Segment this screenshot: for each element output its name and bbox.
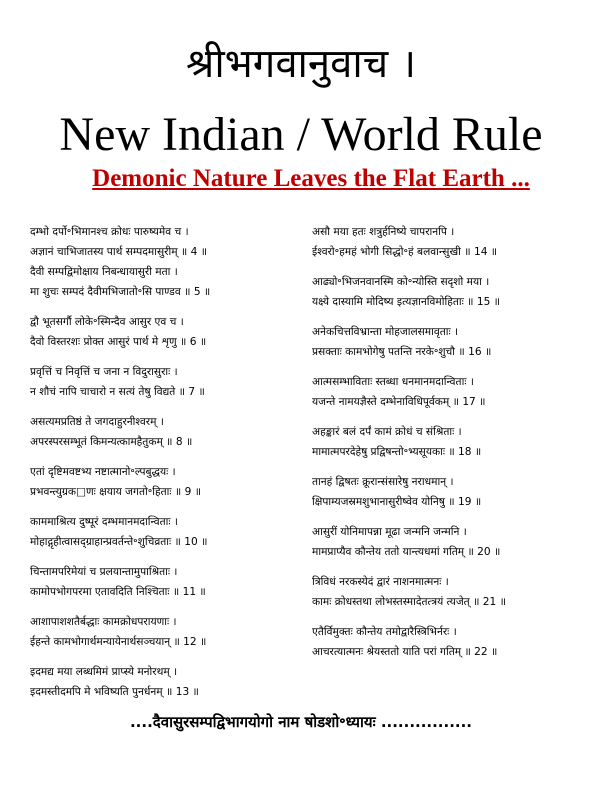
verse-line: मामात्मपरदेहेषु प्रद्विषन्तो॰भ्यसूयकाः ॥ 18 ॥ [312,446,482,458]
verse-line: अज्ञानं चाभिजातस्य पार्थ सम्पदमासुरीम् ॥ 4 ॥ [30,246,208,258]
verse-line: इदमस्तीदमपि मे भविष्यति पुनर्धनम् ॥ 13 ॥ [30,686,199,698]
verse-line: काममाश्रित्य दुष्पूरं दम्भमानमदान्विताः । [30,516,178,528]
verse-line: न शौचं नापि चाचारो न सत्यं तेषु विद्यते ॥ 7 ॥ [30,386,205,398]
verse-line: अपरस्परसम्भूतं किमन्यत्कामहैतुकम् ॥ 8 ॥ [30,436,193,448]
subtitle-link[interactable]: Demonic Nature Leaves the Flat Earth ... [92,165,530,192]
verse-line: त्रिविधं नरकस्येदं द्वारं नाशनमात्मनः । [312,576,449,588]
verse-block [312,522,582,562]
verse-line: असत्यमप्रतिष्ठं ते जगदाहुरनीश्वरम् । [30,416,164,428]
verse-block [30,462,300,502]
verse-line: यजन्ते नामयज्ञैस्ते दम्भेनाविधिपूर्वकम् ॥ 17 ॥ [312,396,486,408]
verse-block [30,512,300,552]
verse-line: प्रभवन्त्युग्रक□णः क्षयाय जगतो॰हिताः ॥ 9 ॥ [30,486,202,498]
sanskrit-heading: श्रीभगवानुवाच । [186,41,416,87]
verse-block [30,662,300,702]
page-title: New Indian / World Rule [59,108,543,161]
left-verse-column [30,222,300,712]
verse-block [30,312,300,352]
verse-line: क्षिपाम्यजस्रमशुभानासुरीष्वेव योनिषु ॥ 19 ॥ [312,496,482,508]
chapter-colophon: ....दैवासुरसम्पद्विभागयोगो नाम षोडशो॰ध्यायः ................ [129,713,473,731]
verse-line: अहङ्कारं बलं दर्पं कामं क्रोधं च संश्रिताः । [312,426,462,438]
verse-line: कामोपभोगपरमा एतावदिति निश्चिताः ॥ 11 ॥ [30,586,206,598]
verse-line: आत्मसम्भाविताः स्तब्धा धनमानमदान्विताः । [312,376,474,388]
verse-line: मा शुचः सम्पदं दैवीमभिजातो॰सि पाण्डव ॥ 5 ॥ [30,286,211,298]
verse-line: मामप्राप्यैव कौन्तेय ततो यान्त्यधमां गतिम् ॥ 20 ॥ [312,546,501,558]
verse-line: आढ्यो॰भिजनवानस्मि को॰न्योस्ति सदृशो मया । [312,276,490,288]
verse-block [312,372,582,412]
verse-line: अनेकचित्तविभ्रान्ता मोहजालसमावृताः । [312,326,459,338]
verse-block [30,222,300,302]
verse-line: द्वौ भूतसर्गौ लोके॰स्मिन्दैव आसुर एव च । [30,316,184,328]
verse-line: तानहं द्विषतः क्रूरान्संसारेषु नराधमान् । [312,476,454,488]
verse-line: असौ मया हतः शत्रुर्हनिष्ये चापरानपि । [312,226,455,238]
verse-block [30,412,300,452]
verse-line: प्रवृत्तिं च निवृत्तिं च जना न विदुरासुराः । [30,366,178,378]
verse-block [312,422,582,462]
verse-line: एतैर्विमुक्तः कौन्तेय तमोद्वारैस्त्रिभिर्नरः । [312,626,457,638]
verse-line: ईश्वरो॰हमहं भोगी सिद्धो॰हं बलवान्सुखी ॥ 14 ॥ [312,246,498,258]
verse-line: दैवी सम्पद्विमोक्षाय निबन्धायासुरी मता । [30,266,178,278]
verse-line: एतां दृष्टिमवष्टभ्य नष्टात्मानो॰ल्पबुद्धयः । [30,466,176,478]
verse-block [312,322,582,362]
verse-block [312,272,582,312]
verse-block [312,572,582,612]
verse-line: आचरत्यात्मनः श्रेयस्ततो याति परां गतिम् ॥ 22 ॥ [312,646,498,658]
verse-line: दैवो विस्तरशः प्रोक्त आसुरं पार्थ मे शृणु ॥ 6 ॥ [30,336,207,348]
verse-line: प्रसक्ताः कामभोगेषु पतन्ति नरके॰शुचौ ॥ 16 ॥ [312,346,492,358]
verse-block [312,222,582,262]
verse-block [312,472,582,512]
verse-line: आशापाशशतैर्बद्धाः कामक्रोधपरायणाः । [30,616,177,628]
verse-line: कामः क्रोधस्तथा लोभस्तस्मादेतत्त्रयं त्यजेत् ॥ 21 ॥ [312,596,506,608]
verse-line: ईहन्ते कामभोगार्थमन्यायेनार्थसञ्चयान् ॥ 12 ॥ [30,636,207,648]
verse-block [30,362,300,402]
verse-line: दम्भो दर्पो॰भिमानश्च क्रोधः पारुष्यमेव च । [30,226,189,238]
verse-line: इदमद्य मया लब्धमिमं प्राप्स्ये मनोरथम् । [30,666,178,678]
verse-line: चिन्तामपरिमेयां च प्रलयान्तामुपाश्रिताः । [30,566,178,578]
verse-line: आसुरीं योनिमापन्ना मूढा जन्मनि जन्मनि । [312,526,467,538]
verse-line: मोहाद्गृहीत्वासद्ग्राहान्प्रवर्तन्ते॰शुचिव्रताः ॥ 10 ॥ [30,536,208,548]
verse-block [312,622,582,662]
verse-line: यक्ष्ये दास्यामि मोदिष्य इत्यज्ञानविमोहिताः ॥ 15 ॥ [312,296,501,308]
verse-block [30,562,300,602]
right-verse-column [312,222,582,672]
verse-block [30,612,300,652]
